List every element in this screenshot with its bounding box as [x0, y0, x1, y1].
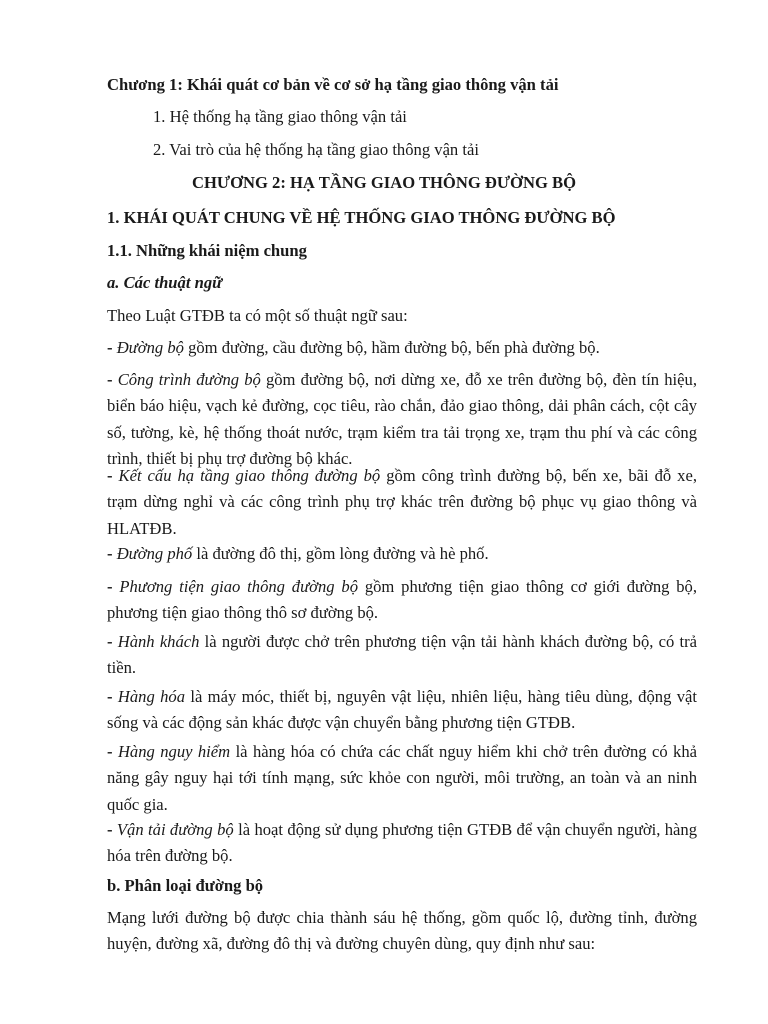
heading-a: a. Các thuật ngữ	[107, 273, 223, 292]
term-dash: -	[107, 338, 117, 357]
term-dash: -	[107, 820, 117, 839]
subsection-1-1-heading: 1.1. Những khái niệm chung	[107, 241, 307, 260]
term-definition: là đường đô thị, gồm lòng đường và hè phố.	[192, 544, 489, 563]
term-definition: gồm đường bộ, nơi dừng xe, đỗ xe trên đường bộ, đèn tín hiệu, biển báo hiệu, vạch kẻ đường, cọc tiêu, rào chắn, đảo giao thông, dải phân cách, cột cây số, tường, kè, hệ thống thoát nước, trạm kiểm tra tải trọng xe, trạm thu phí và các công trình, thiết bị phụ trợ đường bộ khác.	[107, 370, 697, 469]
term-dash: -	[107, 466, 119, 485]
term-definition: là hàng hóa có chứa các chất nguy hiểm khi chở trên đường có khả năng gây nguy hại tới tính mạng, sức khỏe con người, môi trường, an toàn và an ninh quốc gia.	[107, 742, 697, 814]
terms-intro: Theo Luật GTĐB ta có một số thuật ngữ sau:	[107, 306, 408, 325]
chapter1-item-1: 1. Hệ thống hạ tầng giao thông vận tải	[153, 107, 407, 126]
term-paragraph	[107, 574, 697, 627]
term-name: Công trình đường bộ	[117, 370, 261, 389]
term-definition: là máy móc, thiết bị, nguyên vật liệu, nhiên liệu, hàng tiêu dùng, động vật sống và các động sản khác được vận chuyển bằng phương tiện GTĐB.	[107, 687, 697, 733]
term-paragraph	[107, 541, 697, 567]
term-paragraph	[107, 335, 697, 361]
term-definition: gồm phương tiện giao thông cơ giới đường bộ, phương tiện giao thông thô sơ đường bộ.	[107, 577, 697, 623]
term-name: Hàng nguy hiểm	[117, 742, 231, 761]
chapter2-title: CHƯƠNG 2: HẠ TẦNG GIAO THÔNG ĐƯỜNG BỘ	[192, 173, 576, 192]
term-dash: -	[107, 577, 120, 596]
term-name: Vận tải đường bộ	[116, 820, 234, 839]
term-paragraph	[107, 817, 697, 870]
term-definition: là hoạt động sử dụng phương tiện GTĐB để vận chuyển người, hàng hóa trên đường bộ.	[107, 820, 697, 866]
term-definition: gồm công trình đường bộ, bến xe, bãi đỗ xe, trạm dừng nghỉ và các công trình phụ trợ khác trên đường bộ phục vụ giao thông và HLATĐB.	[107, 466, 697, 538]
term-paragraph	[107, 684, 697, 737]
term-paragraph	[107, 739, 697, 818]
term-name: Đường phố	[116, 544, 193, 563]
chapter1-item-2: 2. Vai trò của hệ thống hạ tầng giao thông vận tải	[153, 140, 479, 159]
heading-b: b. Phân loại đường bộ	[107, 876, 264, 895]
term-dash: -	[107, 742, 118, 761]
term-paragraph	[107, 629, 697, 682]
closing-paragraph: Mạng lưới đường bộ được chia thành sáu hệ thống, gồm quốc lộ, đường tỉnh, đường huyện, đường xã, đường đô thị và đường chuyên dùng, quy định như sau:	[107, 908, 697, 954]
section-1-heading: 1. KHÁI QUÁT CHUNG VỀ HỆ THỐNG GIAO THÔNG ĐƯỜNG BỘ	[107, 208, 616, 227]
term-dash: -	[107, 632, 118, 651]
term-dash: -	[107, 544, 117, 563]
term-paragraph	[107, 463, 697, 542]
term-paragraph	[107, 367, 697, 473]
term-name: Hành khách	[117, 632, 200, 651]
term-name: Phương tiện giao thông đường bộ	[119, 577, 358, 596]
term-name: Hàng hóa	[117, 687, 185, 706]
term-definition: gồm đường, cầu đường bộ, hầm đường bộ, bến phà đường bộ.	[183, 338, 600, 357]
term-name: Kết cấu hạ tầng giao thông đường bộ	[118, 466, 381, 485]
chapter1-title: Chương 1: Khái quát cơ bản về cơ sở hạ tầng giao thông vận tải	[107, 75, 559, 94]
term-dash: -	[107, 370, 118, 389]
term-dash: -	[107, 687, 118, 706]
term-name: Đường bộ	[116, 338, 184, 357]
term-definition: là người được chở trên phương tiện vận tải hành khách đường bộ, có trả tiền.	[107, 632, 697, 678]
